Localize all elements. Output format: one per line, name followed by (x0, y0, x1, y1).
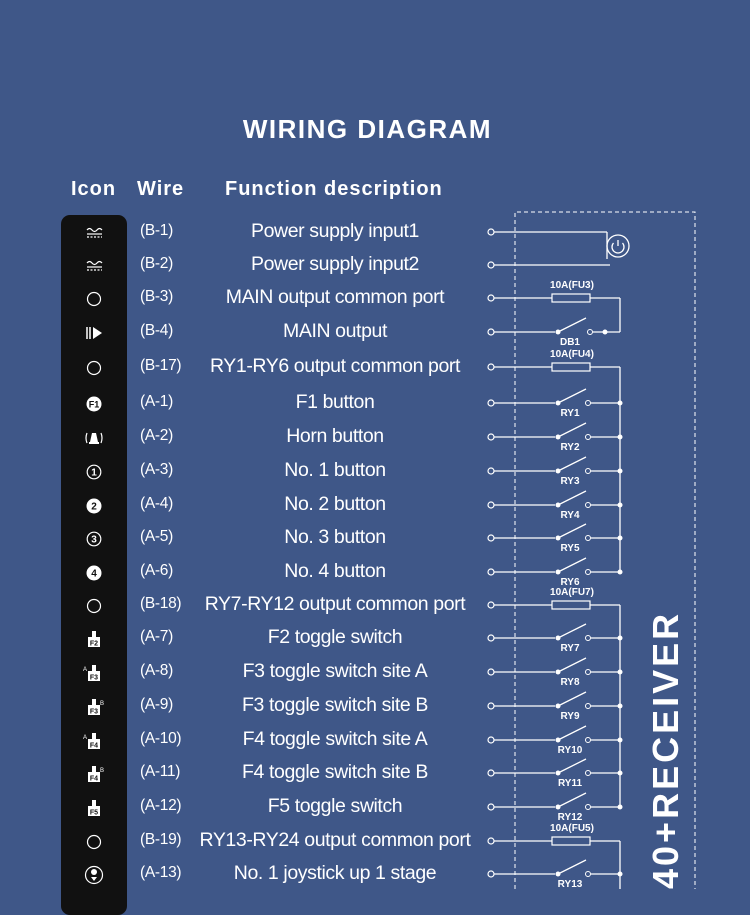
relay-switch (558, 524, 586, 538)
svg-text:A: A (83, 666, 88, 673)
relay-label: RY3 (560, 476, 580, 487)
junction (618, 435, 623, 440)
relay-switch (558, 793, 586, 807)
junction (603, 330, 608, 335)
wire-label: (A-12) (140, 797, 182, 814)
terminal-icon (488, 434, 494, 440)
relay-switch (558, 860, 586, 874)
function-description: Power supply input1 (250, 220, 419, 242)
fuse-label: 10A(FU3) (550, 280, 594, 291)
svg-text:F2: F2 (89, 640, 99, 647)
relay-contact (586, 738, 591, 743)
function-description: F1 button (295, 391, 375, 413)
terminal-icon (488, 703, 494, 709)
relay-label: RY9 (560, 711, 580, 722)
terminal-icon (488, 535, 494, 541)
relay-label: RY4 (560, 510, 580, 521)
terminal-icon (488, 329, 494, 335)
wire-column-header: Wire (137, 178, 185, 200)
wire-label: (A-5) (140, 528, 173, 545)
terminal-icon (488, 838, 494, 844)
junction (618, 670, 623, 675)
wire-label: (B-17) (140, 357, 182, 374)
receiver-label: 40+RECEIVER (645, 610, 686, 889)
wire-label: (A-13) (140, 864, 182, 881)
fuse-icon (552, 601, 590, 609)
wire-label: (B-19) (140, 831, 182, 848)
junction (618, 805, 623, 810)
wire-label: (A-11) (140, 763, 181, 780)
fuse-icon (552, 837, 590, 845)
junction (618, 469, 623, 474)
relay-contact (586, 704, 591, 709)
function-description: F4 toggle switch site B (242, 761, 428, 783)
relay-switch (558, 491, 586, 505)
wire-label: (A-3) (140, 461, 173, 478)
relay-label: RY1 (560, 408, 580, 419)
relay-contact (586, 570, 591, 575)
relay-switch (558, 558, 586, 572)
function-description: No. 3 button (284, 526, 386, 548)
function-description: No. 4 button (284, 560, 386, 582)
terminal-icon (488, 770, 494, 776)
wire-label: (A-4) (140, 495, 173, 512)
junction (618, 636, 623, 641)
terminal-icon (488, 364, 494, 370)
wire-label: (A-2) (140, 427, 173, 444)
terminal-icon (488, 502, 494, 508)
relay-switch (558, 318, 586, 332)
terminal-icon (488, 468, 494, 474)
function-description: F2 toggle switch (267, 626, 403, 648)
svg-text:1: 1 (91, 467, 97, 478)
wire-label: (A-6) (140, 562, 173, 579)
fuse-icon (552, 294, 590, 302)
terminal-icon (488, 262, 494, 268)
relay-contact (586, 805, 591, 810)
relay-label: RY5 (560, 543, 580, 554)
junction (618, 872, 623, 877)
terminal-icon (488, 295, 494, 301)
terminal-icon (488, 871, 494, 877)
relay-switch (558, 423, 586, 437)
relay-switch (558, 658, 586, 672)
relay-switch (558, 726, 586, 740)
function-description: MAIN output common port (225, 286, 445, 308)
wire-label: (A-9) (140, 696, 173, 713)
svg-text:F3: F3 (89, 708, 99, 715)
relay-label: RY8 (560, 677, 580, 688)
relay-label: RY10 (557, 745, 583, 756)
function-description: RY7-RY12 output common port (204, 593, 466, 615)
terminal-icon (488, 229, 494, 235)
wire-label: (A-7) (140, 628, 173, 645)
terminal-icon (488, 635, 494, 641)
wire-label: (A-1) (140, 393, 173, 410)
svg-text:4: 4 (91, 568, 97, 579)
function-description: F3 toggle switch site A (242, 660, 428, 682)
wire-label: (A-8) (140, 662, 173, 679)
relay-switch (558, 692, 586, 706)
page-title: WIRING DIAGRAM (242, 114, 493, 144)
relay-label: RY11 (557, 778, 583, 789)
function-description: No. 1 joystick up 1 stage (233, 862, 437, 884)
function-description: F4 toggle switch site A (242, 728, 428, 750)
function-description: F5 toggle switch (267, 795, 403, 817)
function-description: RY13-RY24 output common port (199, 829, 471, 851)
function-description: No. 2 button (284, 493, 386, 515)
wire-label: (A-10) (140, 730, 182, 747)
svg-text:2: 2 (91, 501, 97, 512)
relay-contact (586, 469, 591, 474)
icon-column-header: Icon (71, 178, 117, 200)
function-column-header: Function description (225, 178, 443, 200)
junction (618, 503, 623, 508)
relay-label: RY13 (557, 879, 583, 889)
junction (618, 570, 623, 575)
function-description: F3 toggle switch site B (242, 694, 428, 716)
svg-text:F1: F1 (88, 399, 100, 409)
wire-label: (B-2) (140, 255, 173, 272)
relay-switch (558, 457, 586, 471)
wire-label: (B-4) (140, 322, 173, 339)
relay-contact (588, 330, 593, 335)
svg-text:3: 3 (91, 534, 97, 545)
wire-label: (B-3) (140, 288, 173, 305)
function-description: Power supply input2 (250, 253, 419, 275)
terminal-icon (488, 737, 494, 743)
relay-label: RY12 (557, 812, 583, 823)
junction (618, 738, 623, 743)
wire-label: (B-18) (140, 595, 182, 612)
svg-text:A: A (83, 734, 88, 741)
junction (618, 704, 623, 709)
function-description: Horn button (286, 425, 384, 447)
fuse-label: 10A(FU4) (550, 349, 594, 360)
terminal-icon (488, 569, 494, 575)
relay-label: RY2 (560, 442, 580, 453)
function-description: No. 1 button (284, 459, 386, 481)
relay-switch (558, 759, 586, 773)
wire-label: (B-1) (140, 222, 173, 239)
relay-contact (586, 401, 591, 406)
svg-text:F5: F5 (89, 809, 99, 816)
relay-label: RY7 (560, 643, 580, 654)
relay-contact (586, 503, 591, 508)
svg-text:F4: F4 (89, 775, 99, 782)
svg-text:B: B (100, 700, 105, 707)
junction (618, 771, 623, 776)
power-symbol-icon (612, 240, 624, 253)
relay-switch (558, 624, 586, 638)
terminal-icon (488, 602, 494, 608)
junction (618, 536, 623, 541)
terminal-icon (488, 400, 494, 406)
function-description: MAIN output (283, 320, 387, 342)
junction (618, 401, 623, 406)
relay-contact (586, 536, 591, 541)
svg-text:F3: F3 (89, 674, 99, 681)
relay-label: RY6 (560, 577, 580, 588)
fuse-label: 10A(FU7) (550, 587, 594, 598)
relay-contact (586, 872, 591, 877)
svg-text:B: B (100, 767, 105, 774)
fuse-label: 10A(FU5) (550, 823, 594, 834)
terminal-icon (488, 669, 494, 675)
fuse-icon (552, 363, 590, 371)
relay-contact (586, 636, 591, 641)
relay-contact (586, 771, 591, 776)
relay-contact (586, 435, 591, 440)
relay-switch (558, 389, 586, 403)
terminal-icon (488, 804, 494, 810)
relay-label: DB1 (559, 337, 581, 348)
relay-contact (586, 670, 591, 675)
svg-text:F4: F4 (89, 742, 99, 749)
function-description: RY1-RY6 output common port (209, 355, 461, 377)
